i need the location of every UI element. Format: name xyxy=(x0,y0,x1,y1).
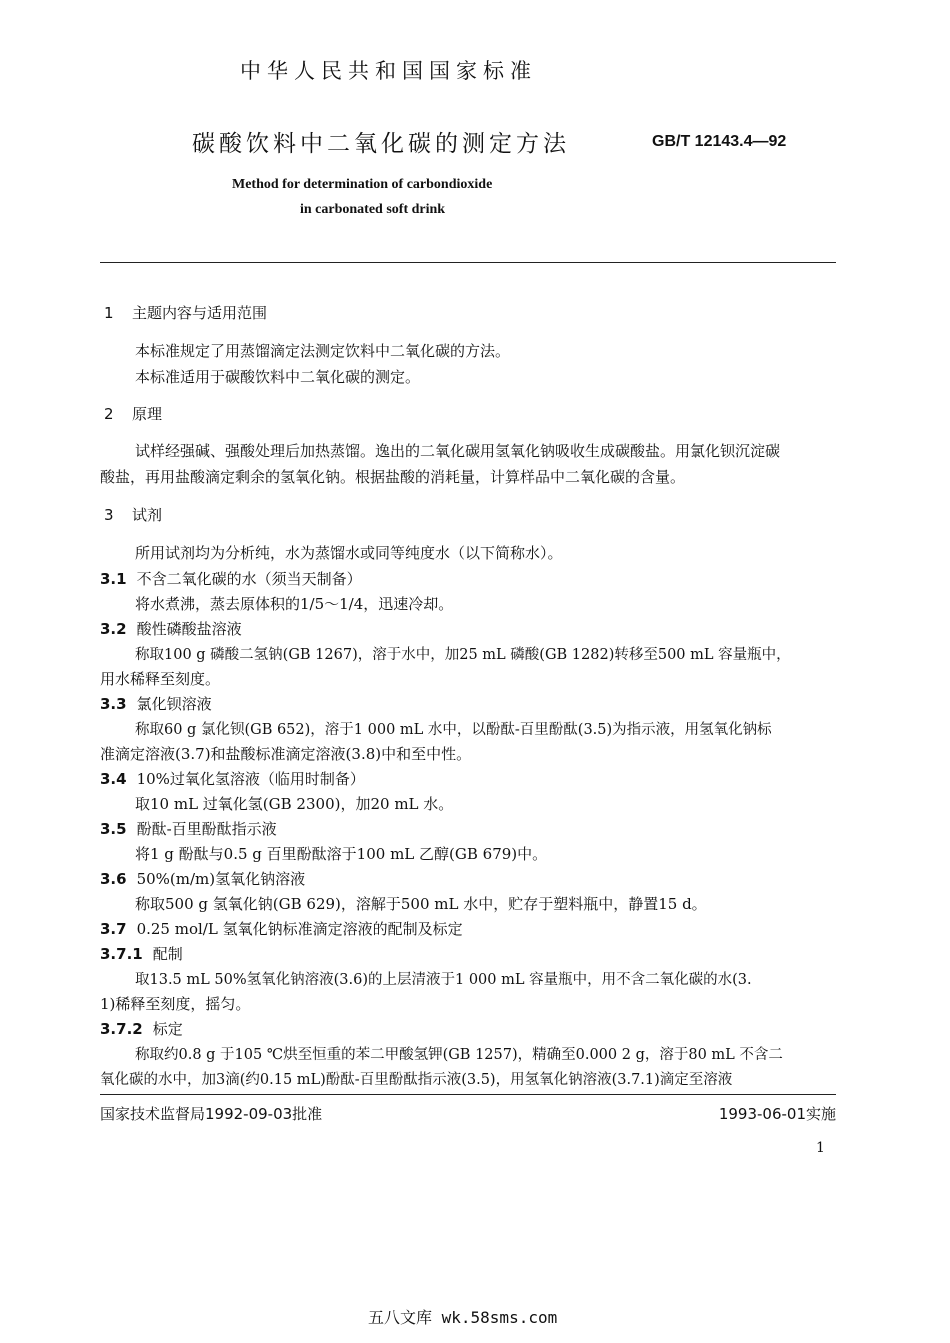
section-3-heading xyxy=(104,504,162,525)
item-3-6-heading xyxy=(100,868,305,889)
paragraph-line: 取10 mL 过氧化氢(GB 2300)，加20 mL 水。 xyxy=(135,795,454,813)
header-divider xyxy=(100,262,836,263)
item-3-7-heading xyxy=(100,918,463,939)
paragraph: 本标准规定了用蒸馏滴定法测定饮料中二氧化碳的方法。 xyxy=(135,342,511,360)
section-1-heading xyxy=(104,302,267,323)
item-3-7-2-heading xyxy=(100,1018,183,1039)
item-title: 0.25 mol/L 氢氧化钠标准滴定溶液的配制及标定 xyxy=(136,920,463,938)
standard-code: GB/T 12143.4—92 xyxy=(652,133,787,150)
approval-note: 国家技术监督局1992-09-03批准 xyxy=(100,1105,323,1123)
item-number: 3.7.1 xyxy=(100,945,143,963)
paragraph-line: 取13.5 mL 50%氢氧化钠溶液(3.6)的上层清液于1 000 mL 容量瓶中，用不含二氧化碳的水(3. xyxy=(135,972,752,988)
item-number: 3.4 xyxy=(100,770,127,788)
item-title: 酸性磷酸盐溶液 xyxy=(136,620,242,638)
document-title-en-line1: Method for determination of carbondioxide xyxy=(232,177,493,192)
paragraph-line: 用水稀释至刻度。 xyxy=(100,670,221,688)
national-standard-title: 中华人民共和国国家标准 xyxy=(240,59,537,83)
item-title: 配制 xyxy=(152,945,183,963)
item-3-4-heading xyxy=(100,768,365,789)
item-title: 标定 xyxy=(152,1020,183,1038)
section-number: 3 xyxy=(104,506,114,524)
section-number: 2 xyxy=(104,405,114,423)
section-number: 1 xyxy=(104,304,114,322)
item-title: 氯化钡溶液 xyxy=(136,695,212,713)
item-title: 酚酞-百里酚酞指示液 xyxy=(136,820,277,838)
section-2-heading xyxy=(104,403,162,424)
page-number: 1 xyxy=(816,1140,825,1156)
document-title-cn: 碳酸饮料中二氧化碳的测定方法 xyxy=(192,131,570,157)
document-title-en-line2: in carbonated soft drink xyxy=(300,202,446,217)
item-3-2-heading xyxy=(100,618,242,639)
item-number: 3.7 xyxy=(100,920,127,938)
watermark: 五八文库 wk.58sms.com xyxy=(368,1308,558,1327)
paragraph-line: 将水煮沸，蒸去原体积的1/5～1/4，迅速冷却。 xyxy=(135,595,454,613)
item-title: 10%过氧化氢溶液（临用时制备） xyxy=(136,770,365,788)
paragraph-line: 1)稀释至刻度，摇匀。 xyxy=(100,995,251,1013)
paragraph-line: 称取100 g 磷酸二氢钠(GB 1267)，溶于水中，加25 mL 磷酸(GB 1282)转移至500 mL 容量瓶中， xyxy=(135,647,791,663)
item-title: 50%(m/m)氢氧化钠溶液 xyxy=(136,870,306,888)
item-3-5-heading xyxy=(100,818,277,839)
item-number: 3.1 xyxy=(100,570,127,588)
item-3-3-heading xyxy=(100,693,212,714)
item-number: 3.2 xyxy=(100,620,127,638)
paragraph-line: 试样经强碱、强酸处理后加热蒸馏。逸出的二氧化碳用氢氧化钠吸收生成碳酸盐。用氯化钡沉淀碳 xyxy=(135,442,781,460)
footer-divider xyxy=(100,1094,836,1095)
paragraph-line: 将1 g 酚酞与0.5 g 百里酚酞溶于100 mL 乙醇(GB 679)中。 xyxy=(135,845,548,863)
section-title: 原理 xyxy=(132,405,163,423)
paragraph-line: 称取500 g 氢氧化钠(GB 629)，溶解于500 mL 水中，贮存于塑料瓶中，静置15 d。 xyxy=(135,895,707,913)
paragraph-line: 氧化碳的水中，加3滴(约0.15 mL)酚酞-百里酚酞指示液(3.5)，用氢氧化钠溶液(3.7.1)滴定至溶液 xyxy=(100,1072,733,1088)
section-title: 试剂 xyxy=(132,506,163,524)
effective-date: 1993-06-01实施 xyxy=(718,1105,836,1123)
item-3-7-1-heading xyxy=(100,943,183,964)
paragraph: 所用试剂均为分析纯，水为蒸馏水或同等纯度水（以下简称水）。 xyxy=(135,544,563,562)
paragraph-line: 准滴定溶液(3.7)和盐酸标准滴定溶液(3.8)中和至中性。 xyxy=(100,745,472,763)
paragraph-line: 称取约0.8 g 于105 ℃烘至恒重的苯二甲酸氢钾(GB 1257)，精确至0.000 2 g，溶于80 mL 不含二 xyxy=(135,1047,783,1063)
item-number: 3.3 xyxy=(100,695,127,713)
item-number: 3.6 xyxy=(100,870,127,888)
item-3-1-heading xyxy=(100,568,362,589)
section-title: 主题内容与适用范围 xyxy=(132,304,268,322)
item-title: 不含二氧化碳的水（须当天制备） xyxy=(136,570,362,588)
item-number: 3.5 xyxy=(100,820,127,838)
item-number: 3.7.2 xyxy=(100,1020,143,1038)
paragraph: 本标准适用于碳酸饮料中二氧化碳的测定。 xyxy=(135,368,421,386)
paragraph-line: 称取60 g 氯化钡(GB 652)，溶于1 000 mL 水中，以酚酞-百里酚酞(3.5)为指示液，用氢氧化钠标 xyxy=(135,722,772,738)
paragraph-line: 酸盐，再用盐酸滴定剩余的氢氧化钠。根据盐酸的消耗量，计算样品中二氧化碳的含量。 xyxy=(100,468,686,486)
